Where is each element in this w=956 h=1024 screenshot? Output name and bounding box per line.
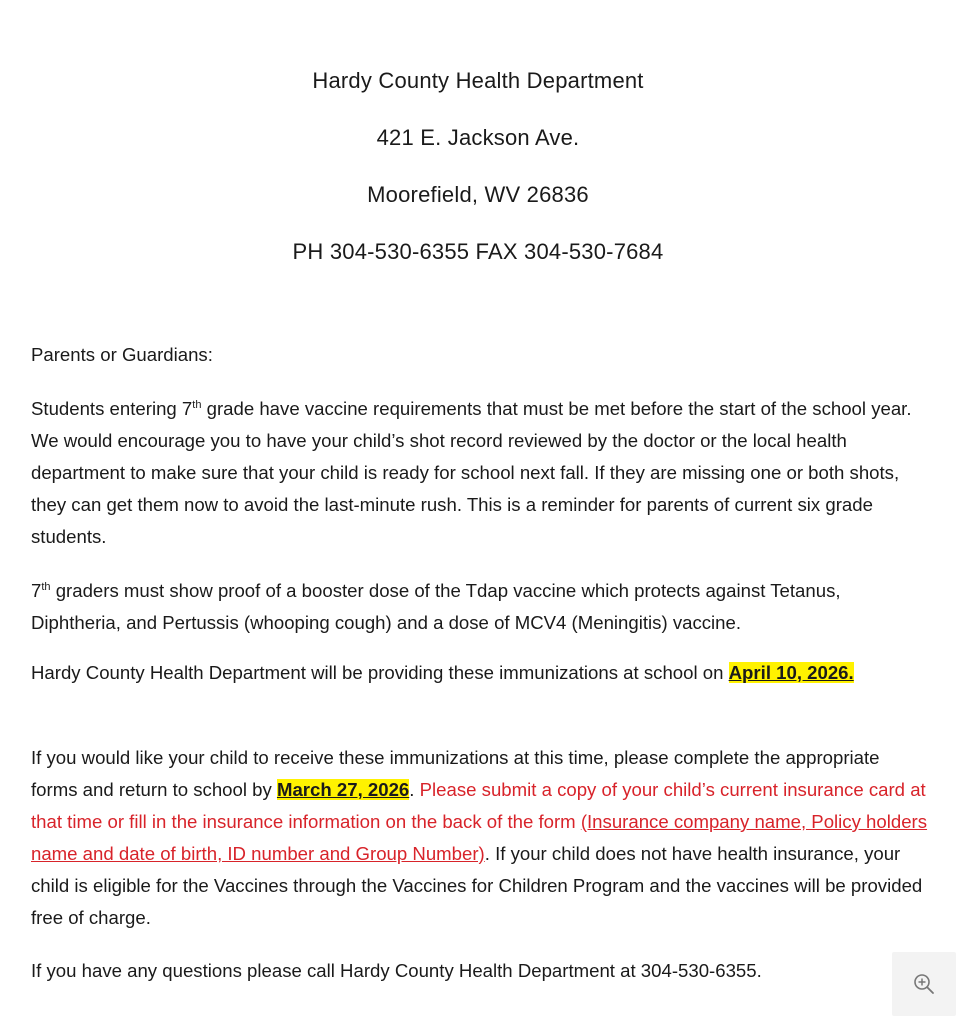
paragraph-forms: [31, 742, 931, 934]
paragraph-vaccines: [31, 575, 931, 639]
paragraph-questions: If you have any questions please call Hardy County Health Department at 304-530-6355.: [31, 960, 762, 981]
paragraph-requirements: [31, 393, 931, 553]
p2-rest: graders must show proof of a booster dose of the Tdap vaccine which protects against Tetanus, Diphtheria, and Pertussis (whooping cough) and a dose of MCV4 (Meningitis) vaccine.: [31, 580, 841, 633]
paragraph-clinic-date: [31, 657, 931, 689]
p4-text: If you would like your child to receive these immunizations at this time, please complete the appropriate forms and return to school by: [31, 747, 880, 800]
department-name: Hardy County Health Department: [312, 68, 644, 93]
zoom-button[interactable]: [892, 952, 956, 1016]
zoom-in-icon: [912, 972, 936, 996]
insurance-instructions: Please submit a copy of your child’s current insurance card at that time or fill in the insurance information on the back of the form: [31, 779, 926, 832]
p1-pre: Students entering 7: [31, 398, 193, 419]
deadline-date-highlight: March 27, 2026: [276, 779, 410, 800]
p1-rest: grade have vaccine requirements that must be met before the start of the school year. We would encourage you to have your child’s shot record reviewed by the doctor or the local health department to make sure that your child is ready for school next fall. If they are missing one or both shots, they can get them now to avoid the last-minute rush. This is a reminder for parents of current six grade students.: [31, 398, 912, 547]
street-address: 421 E. Jackson Ave.: [376, 125, 580, 150]
city-state-zip: Moorefield, WV 26836: [367, 182, 589, 207]
salutation: Parents or Guardians:: [31, 344, 213, 365]
p4-after-date: .: [409, 779, 420, 800]
insurance-details: (Insurance company name, Policy holders name and date of birth, ID number and Group Number): [31, 811, 928, 864]
p2-pre: 7: [31, 580, 42, 601]
p3-text: Hardy County Health Department will be providing these immunizations at school on: [31, 662, 729, 683]
phone-fax: PH 304-530-6355 FAX 304-530-7684: [292, 239, 664, 264]
clinic-date-highlight: April 10, 2026.: [728, 662, 854, 683]
p2-sup: th: [41, 580, 51, 593]
p4-end: . If your child does not have health insurance, your child is eligible for the Vaccines through the Vaccines for Children Program and the vaccines will be provided free of charge.: [31, 843, 923, 928]
p1-sup: th: [192, 398, 202, 411]
